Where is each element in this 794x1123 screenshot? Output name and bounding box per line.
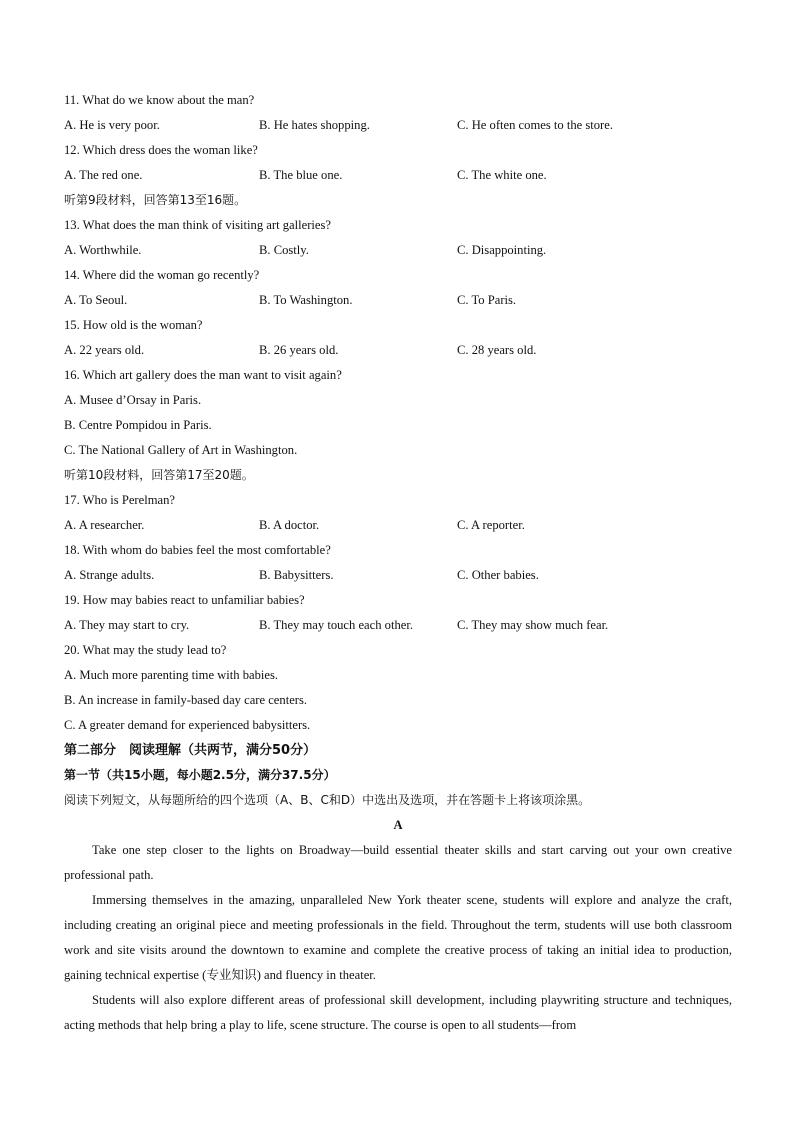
option-c: C. Disappointing. xyxy=(457,243,547,257)
question-20-stem: 20. What may the study lead to? xyxy=(64,643,227,657)
option-b: B. An increase in family-based day care centers. xyxy=(64,693,308,707)
question-14-options xyxy=(64,288,732,313)
question-15-options xyxy=(64,338,732,363)
option-c: C. Other babies. xyxy=(457,568,539,582)
option-c: C. The white one. xyxy=(457,168,547,182)
question-13-stem: 13. What does the man think of visiting art galleries? xyxy=(64,218,331,232)
option-b: B. A doctor. xyxy=(259,518,320,532)
part-2-heading: 第二部分 阅读理解（共两节，满分50分） xyxy=(64,743,317,758)
option-b: B. He hates shopping. xyxy=(259,118,370,132)
question-14-stem: 14. Where did the woman go recently? xyxy=(64,268,260,282)
passage-label: A xyxy=(393,818,403,832)
option-c: C. They may show much fear. xyxy=(457,618,609,632)
reading-instructions: 阅读下列短文，从每题所给的四个选项（A、B、C和D）中选出及选项，并在答题卡上将该项涂黑。 xyxy=(64,793,591,807)
option-c: C. 28 years old. xyxy=(457,343,537,357)
option-a: A. Musee d’Orsay in Paris. xyxy=(64,393,202,407)
option-b: B. The blue one. xyxy=(259,168,343,182)
question-19-options xyxy=(64,613,732,638)
option-a: A. He is very poor. xyxy=(64,118,160,132)
question-17-stem: 17. Who is Perelman? xyxy=(64,493,175,507)
passage-body xyxy=(64,838,732,1038)
option-b: B. Centre Pompidou in Paris. xyxy=(64,418,212,432)
option-c: C. To Paris. xyxy=(457,293,517,307)
option-a: A. Worthwhile. xyxy=(64,243,142,257)
option-c: C. The National Gallery of Art in Washington. xyxy=(64,443,298,457)
option-a: A. Strange adults. xyxy=(64,568,155,582)
question-11-options xyxy=(64,113,732,138)
exam-page xyxy=(64,88,732,1038)
option-a: A. The red one. xyxy=(64,168,143,182)
question-15-stem: 15. How old is the woman? xyxy=(64,318,203,332)
question-12-options xyxy=(64,163,732,188)
option-b: B. Babysitters. xyxy=(259,568,334,582)
option-b: B. To Washington. xyxy=(259,293,353,307)
passage-paragraph: Students will also explore different areas of professional skill development, including playwriting structure and techniques, acting methods that help bring a play to life, scene structure. The course is open to all students—from xyxy=(64,993,732,1032)
option-b: B. 26 years old. xyxy=(259,343,339,357)
passage-paragraph: Immersing themselves in the amazing, unparalleled New York theater scene, students will explore and analyze the craft, including creating an original piece and meeting professionals in the field. Throughout the term, students will use both classroom work and site visits around the downtown to examine and complete the creative process of taking an initial idea to production, gaining technical expertise (专业知识) and fluency in theater. xyxy=(64,893,732,982)
option-b: B. They may touch each other. xyxy=(259,618,413,632)
option-c: C. He often comes to the store. xyxy=(457,118,613,132)
question-18-stem: 18. With whom do babies feel the most comfortable? xyxy=(64,543,331,557)
question-18-options xyxy=(64,563,732,588)
section-9-instruction: 听第9段材料，回答第13至16题。 xyxy=(64,193,247,207)
option-a: A. To Seoul. xyxy=(64,293,128,307)
question-12-stem: 12. Which dress does the woman like? xyxy=(64,143,258,157)
section-1-heading: 第一节（共15小题，每小题2.5分，满分37.5分） xyxy=(64,768,336,782)
option-a: A. Much more parenting time with babies. xyxy=(64,668,279,682)
question-17-options xyxy=(64,513,732,538)
question-16-stem: 16. Which art gallery does the man want to visit again? xyxy=(64,368,342,382)
section-10-instruction: 听第10段材料，回答第17至20题。 xyxy=(64,468,254,482)
option-c: C. A greater demand for experienced babysitters. xyxy=(64,718,311,732)
option-a: A. 22 years old. xyxy=(64,343,145,357)
question-13-options xyxy=(64,238,732,263)
passage-paragraph: Take one step closer to the lights on Broadway—build essential theater skills and start carving out your own creative professional path. xyxy=(64,843,732,882)
option-b: B. Costly. xyxy=(259,243,309,257)
option-c: C. A reporter. xyxy=(457,518,525,532)
option-a: A. A researcher. xyxy=(64,518,145,532)
question-11-stem: 11. What do we know about the man? xyxy=(64,93,255,107)
option-a: A. They may start to cry. xyxy=(64,618,190,632)
question-19-stem: 19. How may babies react to unfamiliar babies? xyxy=(64,593,305,607)
